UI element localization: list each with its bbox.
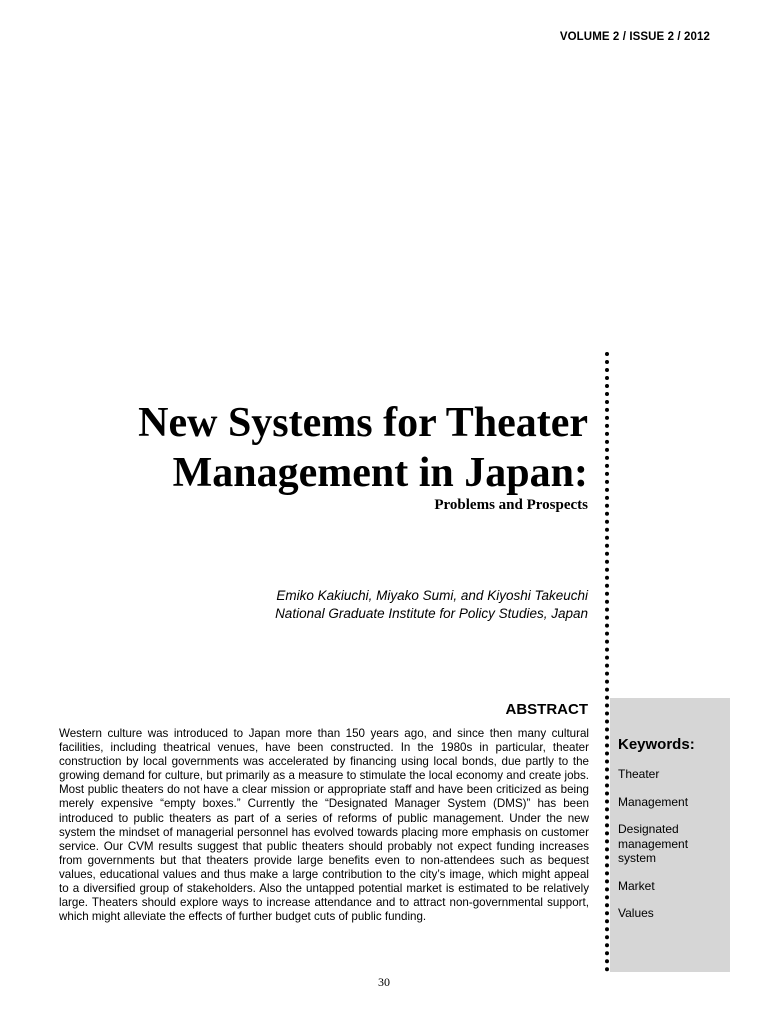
article-subtitle: Problems and Prospects (434, 497, 588, 513)
article-title-line-2: Management in Japan: (172, 450, 588, 496)
author-block (275, 587, 588, 623)
article-title-line-1: New Systems for Theater (138, 400, 588, 446)
keyword-item: Designated management system (618, 822, 689, 865)
keywords-sidebar (610, 698, 730, 972)
abstract-text: Western culture was introduced to Japan more than 150 years ago, and since then many cultural facilities, including theatrical venues, have been constructed. In the 1980s in particular, theater construction by local governments was accelerated by financing using local bonds, due partly to the growing demand for culture, but primarily as a measure to stimulate the local economy and create jobs. Most public theaters do not have a clear mission or appropriate staff and have been criticized as being merely expensive “empty boxes.” Currently the “Designated Manager System (DMS)” has been introduced to public theaters as part of a series of reforms of public management. Under the new system the mindset of managerial personnel has evolved towards placing more emphasis on customer service. Our CVM results suggest that public theaters should probably not expect funding increases from governments but that theaters provide large benefits even to non-attendees such as bequest values, educational values and thus make a large contribution to the city’s image, which might appeal to a diversified group of stakeholders. Also the untapped potential market is estimated to be relatively large. Theaters should explore ways to increase attendance and to attract non-governmental support, which might alleviate the effects of further budget cuts of public funding. (59, 727, 589, 924)
abstract-heading: ABSTRACT (505, 701, 588, 718)
author-affiliation: National Graduate Institute for Policy Studies, Japan (275, 606, 588, 621)
page-number: 30 (378, 975, 390, 989)
keyword-item: Values (618, 906, 654, 920)
author-names: Emiko Kakiuchi, Miyako Sumi, and Kiyoshi Takeuchi (276, 588, 588, 603)
article-title (68, 398, 588, 498)
keyword-item: Management (618, 794, 689, 809)
journal-issue-label: VOLUME 2 / ISSUE 2 / 2012 (559, 31, 710, 43)
keywords-heading: Keywords: (618, 736, 695, 753)
keyword-item: Market (618, 878, 655, 893)
dotted-divider (605, 352, 609, 972)
keyword-item: Theater (618, 767, 660, 781)
